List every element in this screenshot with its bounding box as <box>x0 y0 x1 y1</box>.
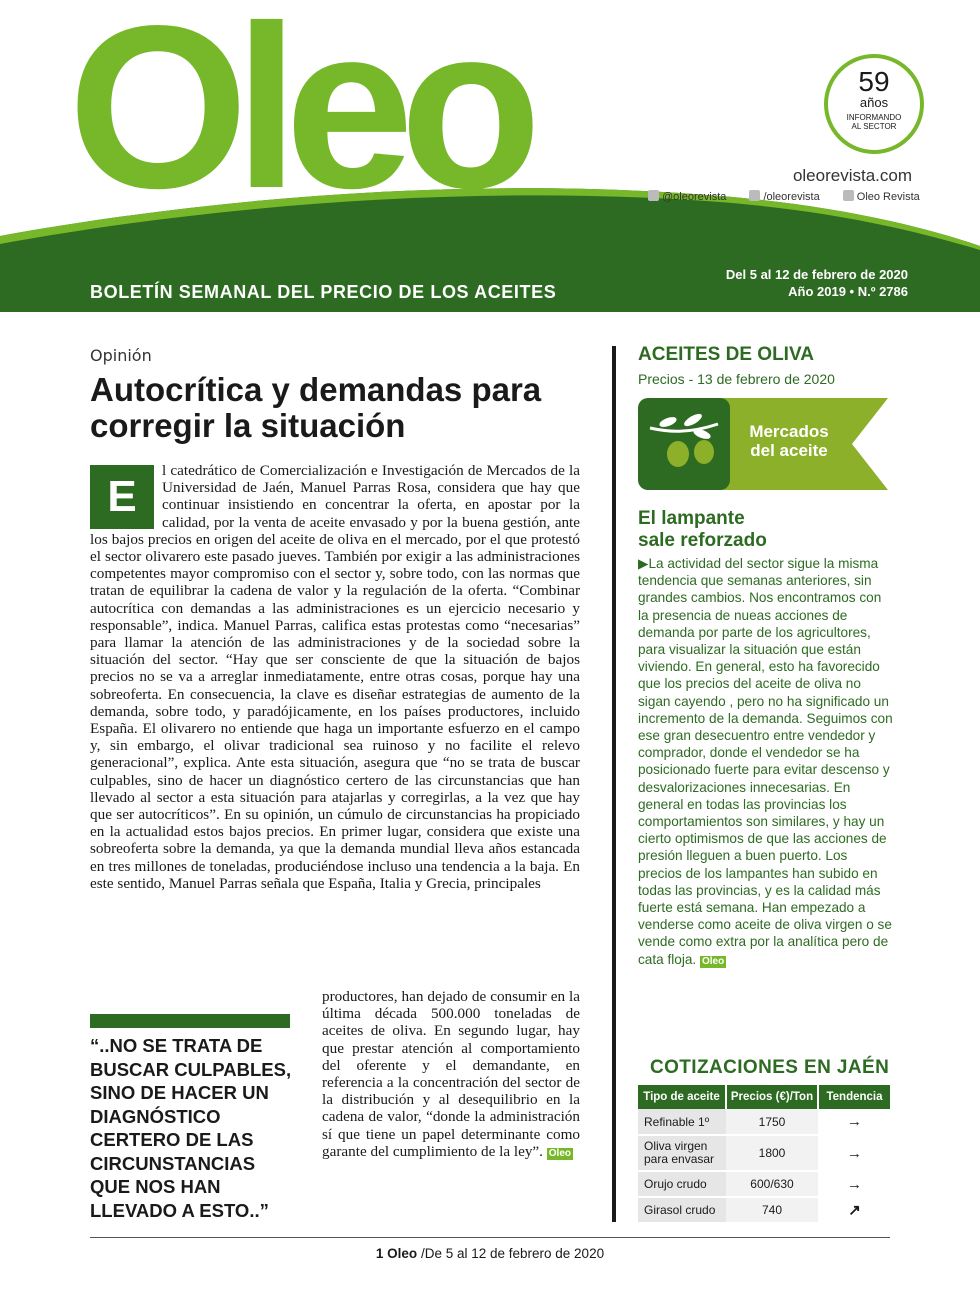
table-row <box>638 1135 891 1171</box>
arrow-right-icon: → <box>818 1135 891 1171</box>
masthead <box>0 0 980 312</box>
badge-number: 59 <box>858 66 890 97</box>
linkedin-link[interactable] <box>843 191 930 203</box>
cotizaciones-title: COTIZACIONES EN JAÉN <box>650 1057 890 1078</box>
social-links <box>648 190 918 203</box>
article-body-continued <box>322 988 580 1160</box>
page-footer <box>0 1246 980 1261</box>
sidebar-subtitle: Precios - 13 de febrero de 2020 <box>638 371 835 387</box>
badge-text-2: AL SECTOR <box>851 122 897 132</box>
pullquote: “..NO SE TRATA DE BUSCAR CULPABLES, SINO DE HACER UN DIAGNÓSTICO CERTERO DE LAS CIRCUNSTANCIAS QUE NOS HAN LLEVADO A ESTO..” <box>90 1035 292 1221</box>
row-tipo: Oliva virgen para envasar <box>638 1135 726 1171</box>
sidebar-headline <box>638 508 767 552</box>
facebook-icon <box>749 190 760 201</box>
page-number: 1 <box>375 1246 384 1261</box>
pullquote-bar <box>90 1014 290 1028</box>
row-precio: 600/630 <box>726 1171 818 1197</box>
row-tipo: Refinable 1º <box>638 1109 726 1135</box>
arrow-up-right-icon: ↗ <box>818 1197 891 1223</box>
section-label: Opinión <box>90 346 152 365</box>
table-row <box>638 1109 891 1135</box>
sidebar-signature: Oleo <box>701 955 725 967</box>
header-tendencia: Tendencia <box>818 1085 891 1109</box>
badge-unit: años <box>859 95 889 110</box>
arrow-right-icon: → <box>818 1109 891 1135</box>
article-text-continued: productores, han dejado de consumir en la última década 500.000 toneladas de aceites de oliva. En segundo lugar, hay que prestar atención al comportamiento del oferente y el demandante, en referencia a la concentración del sector de la distribución y al desequilibrio en la cadena de valor, “donde la administración sí que tiene un papel determinante como garante del cumplimiento de la ley”. <box>322 988 580 1160</box>
issue-dates <box>690 266 908 300</box>
banner-line-1: Mercados <box>749 422 829 441</box>
footer-brand: Oleo <box>387 1246 418 1261</box>
drop-cap: E <box>90 465 154 529</box>
header-precio: Precios (€)/Ton <box>726 1085 818 1109</box>
twitter-handle: @oleorevista <box>662 191 727 203</box>
facebook-handle: /oleorevista <box>763 191 820 203</box>
sidebar-text: La actividad del sector sigue la misma tendencia que semanas anteriores, sin grandes cambios. Nos encontramos con la presencia de nueas acciones de demanda por parte de los agricultores, para visualizar la situación que están viviendo. En general, esto ha favorecido que los precios del aceite de oliva no sigan cayendo , pero no ha significado un incremento de la demanda. Seguimos con ese gran desecuentro entre vendedor y comprador, donde el vendedor se ha posicionado fuerte para evitar descenso y desvalorizaciones innecesarias. En general en todas las provincias los comportamientos son similares, y hay un cierto optimismos de que las acciones de presión lleguen a buen puerto. Los precios de los lampantes han subido en todas las provincias, y es la calidad más fuerte está semana. Han empezado a venderse como aceite de oliva virgen o se vende como extra por la analítica pero de cata floja. <box>638 556 893 967</box>
website-link[interactable]: oleorevista.com <box>792 166 912 185</box>
linkedin-icon <box>843 190 854 201</box>
article-headline: Autocrítica y demandas para corregir la situación <box>90 371 542 444</box>
play-icon: ▶ <box>638 556 649 571</box>
footer-text: /De 5 al 12 de febrero de 2020 <box>420 1246 605 1261</box>
row-precio: 1800 <box>726 1135 818 1171</box>
table-row <box>638 1171 891 1197</box>
anniversary-badge <box>824 54 924 154</box>
article-signature: Oleo <box>548 1147 572 1159</box>
bulletin-title: BOLETÍN SEMANAL DEL PRECIO DE LOS ACEITES <box>90 282 557 302</box>
row-precio: 1750 <box>726 1109 818 1135</box>
table-row <box>638 1197 891 1223</box>
row-tipo: Girasol crudo <box>638 1197 726 1223</box>
arrow-right-icon: → <box>818 1171 891 1197</box>
header-tipo: Tipo de aceite <box>638 1085 726 1109</box>
issue-date-range: Del 5 al 12 de febrero de 2020 <box>725 267 908 282</box>
facebook-link[interactable] <box>749 191 829 203</box>
badge-text-1: INFORMANDO <box>846 113 902 122</box>
article-body <box>90 462 580 892</box>
sidebar-title: ACEITES DE OLIVA <box>638 344 814 365</box>
oleo-logo: Oleo <box>68 0 528 237</box>
column-divider <box>612 346 616 1222</box>
table-header-row <box>638 1085 891 1109</box>
issue-number: Año 2019 • N.º 2786 <box>788 284 908 299</box>
row-tipo: Orujo crudo <box>638 1171 726 1197</box>
banner-text <box>730 422 848 460</box>
sidebar-body <box>638 555 894 968</box>
row-precio: 740 <box>726 1197 818 1223</box>
footer-rule <box>90 1237 890 1238</box>
article-text: l catedrático de Comercialización e Investigación de Mercados de la Universidad de Jaén, Manuel Parras Rosa, considera que hay que continuar insistiendo en concentrar la oferta, en apostar por la calidad, por la venta de aceite envasado y por la buena gestión, ante los bajos precios en origen del aceite de oliva en el mercado, por el que protestó el sector olivarero este pasado jueves. También por exigir a las administraciones competentes mayor compromiso con el sector y, sobre todo, con las normas que tratan de equilibrar la cadena de valor y la regulación de la oferta. “Combinar autocrítica con demandas a las administraciones es un ejercicio necesario y responsable”, indica. Manuel Parras, califica estas protestas como “necesarias” para llamar la atención de las administraciones y de la sociedad sobre la situación del sector. “Hay que ser consciente de que la situación de bajos precios no se va a arreglar inmediatamente, entre otras cosas, porque hay una sobreoferta. En consecuencia, la clave es diseñar estrategias de aumento de la demanda, sobre todo, y paradójicamente, en los países productores, incluido España. El olivarero no entiende que haga un importante esfuerzo en el campo y, sin embargo, el olivar tradicional sea ruinoso y no facilite el relevo generacional”, explica. Ante esta situación, asegura que “no se trata de buscar culpables, sino de hacer un diagnóstico certero de las circunstancias que han llevado al sector a esta situación para atajarlas y corregirlas, a la vez que hay que ser autocríticos”. En su opinión, un cúmulo de circunstancias ha propiciado en la actualidad estos bajos precios. En primer lugar, considera que existe una sobreoferta sobre la demanda, ya que la demanda mundial lleva años estancada en tres millones de toneladas, produciéndose incluso una tendencia a la baja. En este sentido, Manuel Parras señala que España, Italia y Grecia, principales <box>90 462 580 892</box>
twitter-icon <box>648 190 659 201</box>
linkedin-handle: Oleo Revista <box>856 191 920 203</box>
cotizaciones-table <box>638 1085 892 1224</box>
banner-line-2: del aceite <box>750 441 828 460</box>
sidebar-headline-line-1: El lampante <box>638 508 745 529</box>
twitter-link[interactable] <box>648 191 736 203</box>
sidebar-headline-line-2: sale reforzado <box>638 530 767 551</box>
